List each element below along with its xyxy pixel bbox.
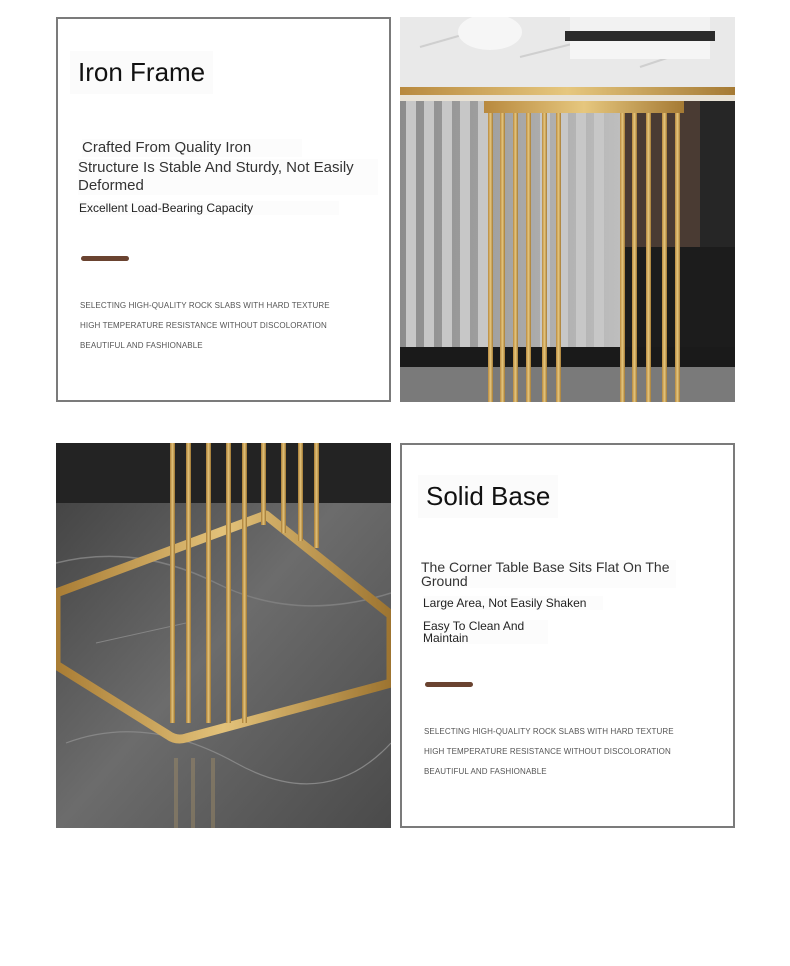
solid-base-accent-bar xyxy=(425,682,473,687)
base-photo xyxy=(56,443,391,828)
solid-base-card xyxy=(400,443,735,828)
solid-base-feature-3: BEAUTIFUL AND FASHIONABLE xyxy=(424,767,547,776)
iron-frame-line1: Crafted From Quality Iron xyxy=(82,139,302,157)
solid-base-line2: Large Area, Not Easily Shaken xyxy=(423,596,603,610)
table-top-photo xyxy=(400,17,735,402)
solid-base-line3: Easy To Clean And Maintain xyxy=(423,620,548,644)
solid-base-feature-1: SELECTING HIGH-QUALITY ROCK SLABS WITH HARD TEXTURE xyxy=(424,727,674,736)
iron-frame-feature-3: BEAUTIFUL AND FASHIONABLE xyxy=(80,341,203,350)
iron-frame-accent-bar xyxy=(81,256,129,261)
iron-frame-title: Iron Frame xyxy=(70,51,213,94)
iron-frame-line2: Structure Is Stable And Sturdy, Not Easily Deformed xyxy=(78,159,378,195)
solid-base-line1: The Corner Table Base Sits Flat On The Ground xyxy=(421,560,676,588)
solid-base-feature-2: HIGH TEMPERATURE RESISTANCE WITHOUT DISCOLORATION xyxy=(424,747,671,756)
iron-frame-feature-2: HIGH TEMPERATURE RESISTANCE WITHOUT DISCOLORATION xyxy=(80,321,327,330)
iron-frame-card xyxy=(56,17,391,402)
iron-frame-line3: Excellent Load-Bearing Capacity xyxy=(79,201,339,215)
iron-frame-feature-1: SELECTING HIGH-QUALITY ROCK SLABS WITH HARD TEXTURE xyxy=(80,301,330,310)
solid-base-title: Solid Base xyxy=(418,475,558,518)
